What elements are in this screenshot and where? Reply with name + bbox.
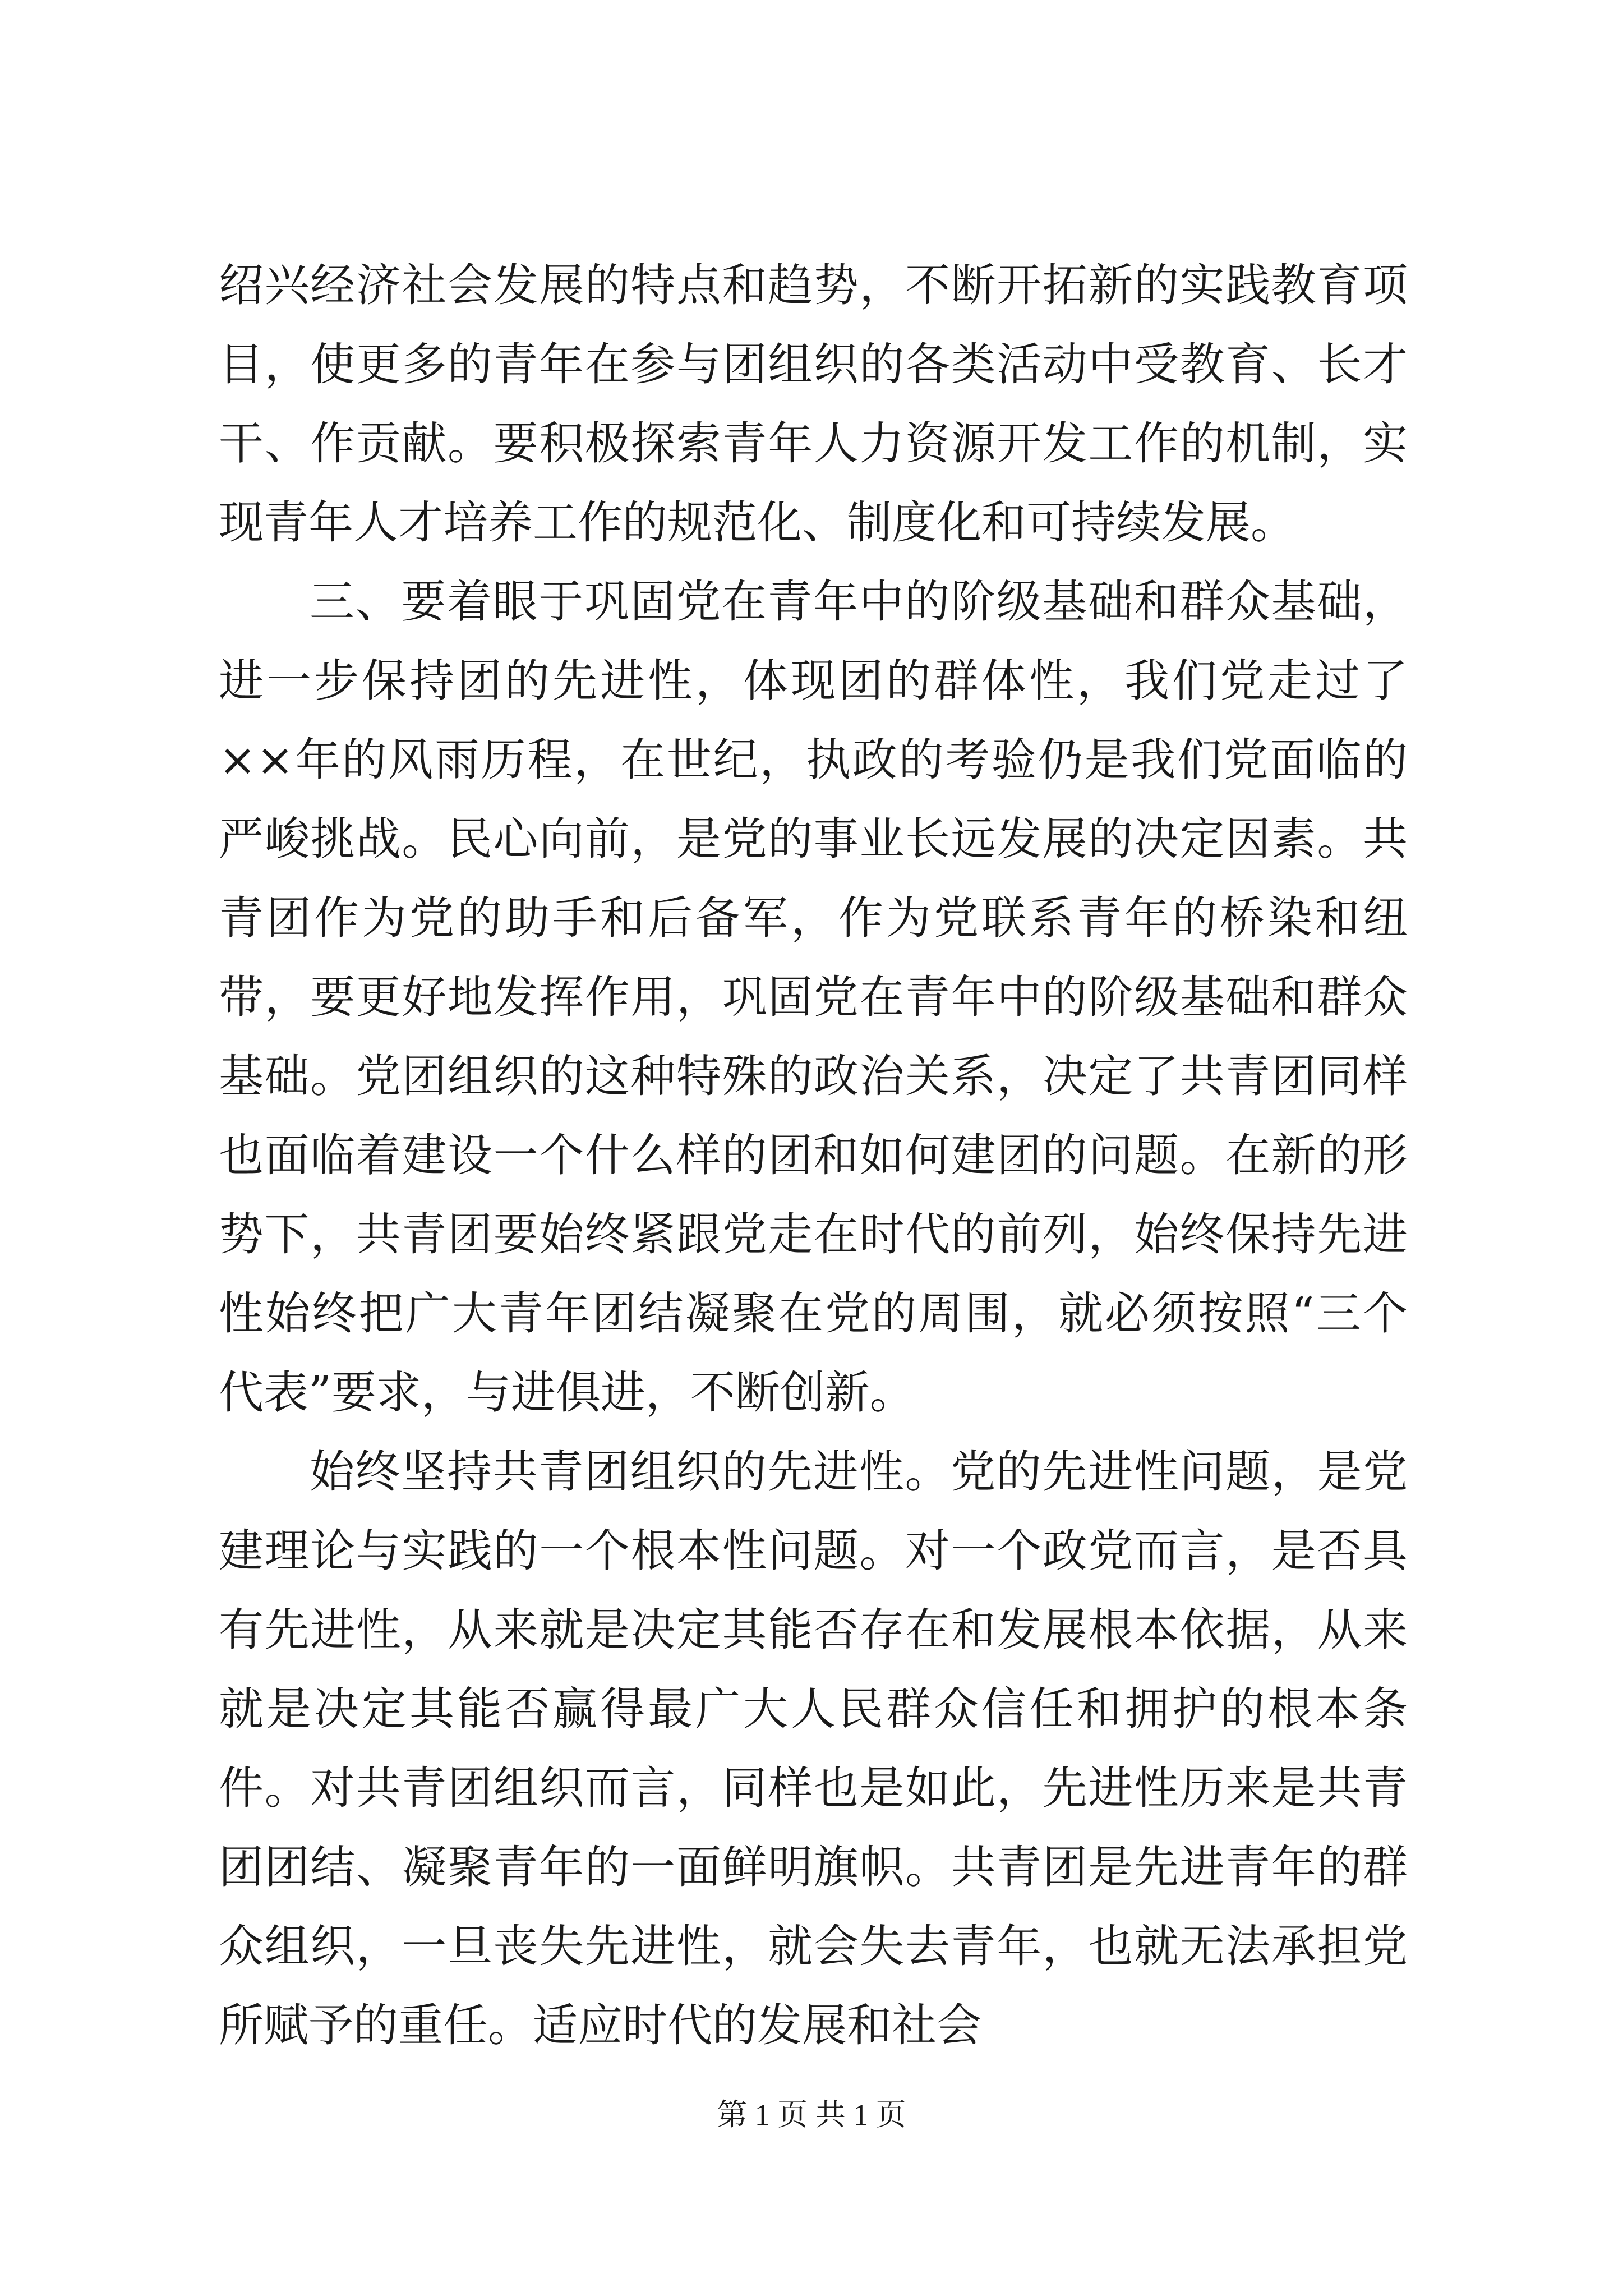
paragraph-1: 绍兴经济社会发展的特点和趋势，不断开拓新的实践教育项目，使更多的青年在参与团组织的各类活动中受教育、长才干、作贡献。要积极探索青年人力资源开发工作的机制，实现青年人才培养工作的规范化、制度化和可持续发展。 xyxy=(219,259,1408,549)
page-footer: 第 1 页 共 1 页 xyxy=(717,2098,906,2132)
document-body xyxy=(219,246,1408,2065)
paragraph-2: 三、要着眼于巩固党在青年中的阶级基础和群众基础，进一步保持团的先进性，体现团的群体性，我们党走过了××年的风雨历程，在世纪，执政的考验仍是我们党面临的严峻挑战。民心向前，是党的事业长远发展的决定因素。共青团作为党的助手和后备军，作为党联系青年的桥染和纽带，要更好地发挥作用，巩固党在青年中的阶级基础和群众基础。党团组织的这种特殊的政治关系，决定了共青团同样也面临着建设一个什么样的团和如何建团的问题。在新的形势下，共青团要始终紧跟党走在时代的前列，始终保持先进性始终把广大青年团结凝聚在党的周围，就必须按照“三个代表”要求，与进俱进，不断创新。 xyxy=(219,576,1408,1419)
paragraph-3: 始终坚持共青团组织的先进性。党的先进性问题，是党建理论与实践的一个根本性问题。对一个政党而言，是否具有先进性，从来就是决定其能否存在和发展根本依据，从来就是决定其能否赢得最广大人民群众信任和拥护的根本条件。对共青团组织而言，同样也是如此，先进性历来是共青团团结、凝聚青年的一面鲜明旗帜。共青团是先进青年的群众组织，一旦丧失先进性，就会失去青年，也就无法承担党所赋予的重任。适应时代的发展和社会 xyxy=(219,1446,1408,2051)
